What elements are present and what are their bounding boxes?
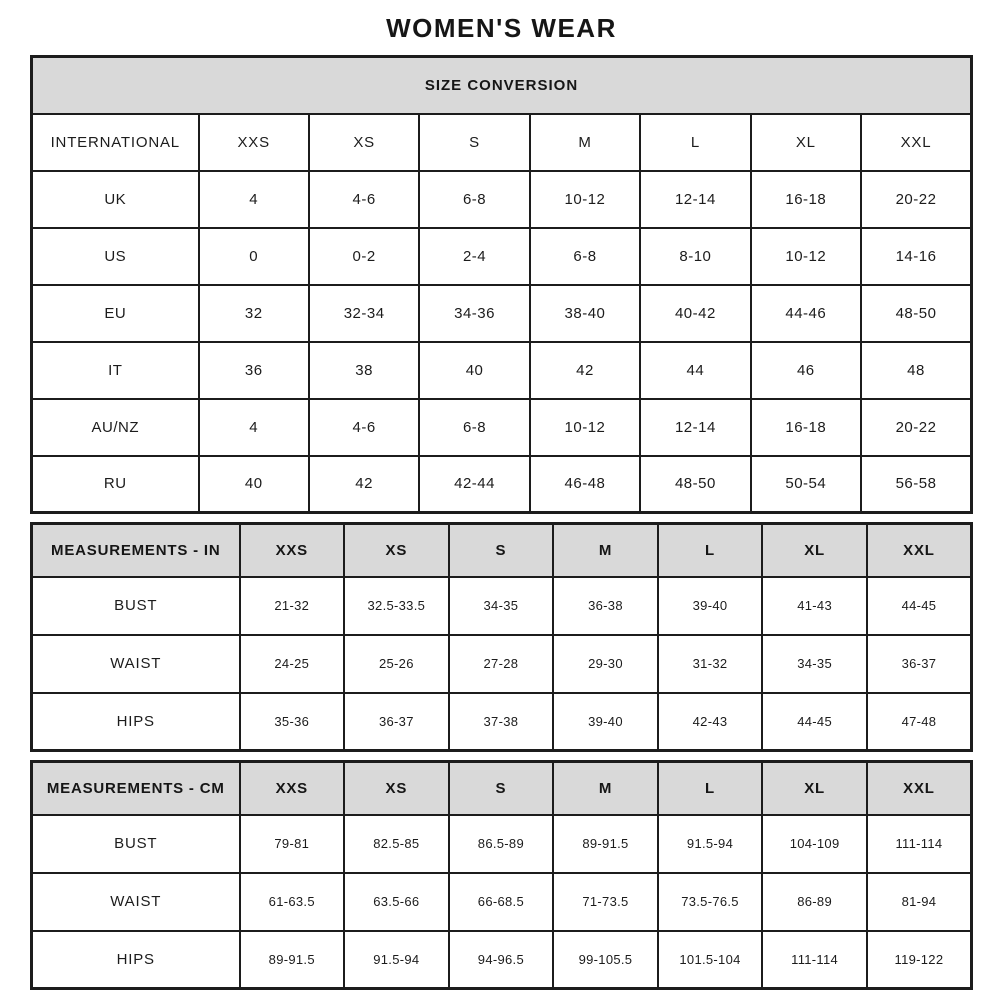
table-row bbox=[32, 285, 972, 342]
size-column-header: S bbox=[419, 114, 529, 171]
size-column-header: M bbox=[553, 762, 658, 815]
row-label: HIPS bbox=[32, 931, 240, 989]
table-row bbox=[32, 456, 972, 513]
value-cell: 32-34 bbox=[309, 285, 419, 342]
table-row bbox=[32, 815, 972, 873]
value-cell: 0-2 bbox=[309, 228, 419, 285]
value-cell: 36-38 bbox=[553, 577, 658, 635]
value-cell: 89-91.5 bbox=[240, 931, 345, 989]
value-cell: 20-22 bbox=[861, 171, 971, 228]
value-cell: 111-114 bbox=[762, 931, 867, 989]
value-cell: 73.5-76.5 bbox=[658, 873, 763, 931]
row-label: WAIST bbox=[32, 635, 240, 693]
value-cell: 24-25 bbox=[240, 635, 345, 693]
value-cell: 44-45 bbox=[762, 693, 867, 751]
row-label: AU/NZ bbox=[32, 399, 199, 456]
value-cell: 41-43 bbox=[762, 577, 867, 635]
measurements-cm-table bbox=[30, 760, 973, 990]
value-cell: 56-58 bbox=[861, 456, 971, 513]
value-cell: 46 bbox=[751, 342, 861, 399]
size-conversion-corner-header: INTERNATIONAL bbox=[32, 114, 199, 171]
size-column-header: XXS bbox=[240, 524, 345, 577]
size-column-header: XXL bbox=[861, 114, 971, 171]
value-cell: 14-16 bbox=[861, 228, 971, 285]
value-cell: 39-40 bbox=[658, 577, 763, 635]
value-cell: 27-28 bbox=[449, 635, 554, 693]
value-cell: 81-94 bbox=[867, 873, 972, 931]
table-row bbox=[32, 577, 972, 635]
value-cell: 71-73.5 bbox=[553, 873, 658, 931]
value-cell: 91.5-94 bbox=[658, 815, 763, 873]
table-row bbox=[32, 693, 972, 751]
value-cell: 12-14 bbox=[640, 171, 750, 228]
size-column-header: XXS bbox=[240, 762, 345, 815]
value-cell: 34-36 bbox=[419, 285, 529, 342]
value-cell: 39-40 bbox=[553, 693, 658, 751]
value-cell: 32 bbox=[199, 285, 309, 342]
value-cell: 48-50 bbox=[861, 285, 971, 342]
size-column-header: XL bbox=[751, 114, 861, 171]
value-cell: 0 bbox=[199, 228, 309, 285]
value-cell: 38 bbox=[309, 342, 419, 399]
value-cell: 42 bbox=[530, 342, 640, 399]
value-cell: 66-68.5 bbox=[449, 873, 554, 931]
value-cell: 91.5-94 bbox=[344, 931, 449, 989]
value-cell: 42 bbox=[309, 456, 419, 513]
value-cell: 50-54 bbox=[751, 456, 861, 513]
value-cell: 48 bbox=[861, 342, 971, 399]
value-cell: 46-48 bbox=[530, 456, 640, 513]
value-cell: 31-32 bbox=[658, 635, 763, 693]
size-column-header: S bbox=[449, 762, 554, 815]
value-cell: 61-63.5 bbox=[240, 873, 345, 931]
value-cell: 37-38 bbox=[449, 693, 554, 751]
size-conversion-banner: SIZE CONVERSION bbox=[32, 57, 972, 114]
table-row bbox=[32, 342, 972, 399]
value-cell: 20-22 bbox=[861, 399, 971, 456]
value-cell: 44 bbox=[640, 342, 750, 399]
value-cell: 4 bbox=[199, 399, 309, 456]
table-row bbox=[32, 635, 972, 693]
value-cell: 36 bbox=[199, 342, 309, 399]
row-label: EU bbox=[32, 285, 199, 342]
value-cell: 40-42 bbox=[640, 285, 750, 342]
value-cell: 32.5-33.5 bbox=[344, 577, 449, 635]
value-cell: 48-50 bbox=[640, 456, 750, 513]
size-column-header: S bbox=[449, 524, 554, 577]
value-cell: 89-91.5 bbox=[553, 815, 658, 873]
value-cell: 16-18 bbox=[751, 171, 861, 228]
table-row bbox=[32, 399, 972, 456]
value-cell: 36-37 bbox=[867, 635, 972, 693]
value-cell: 40 bbox=[419, 342, 529, 399]
row-label: UK bbox=[32, 171, 199, 228]
value-cell: 8-10 bbox=[640, 228, 750, 285]
value-cell: 104-109 bbox=[762, 815, 867, 873]
value-cell: 29-30 bbox=[553, 635, 658, 693]
table-row bbox=[32, 171, 972, 228]
banner-row bbox=[32, 57, 972, 114]
value-cell: 94-96.5 bbox=[449, 931, 554, 989]
header-row bbox=[32, 114, 972, 171]
value-cell: 42-43 bbox=[658, 693, 763, 751]
measurements-in-table bbox=[30, 522, 973, 752]
table-row bbox=[32, 931, 972, 989]
measurements-in-corner-header: MEASUREMENTS - IN bbox=[32, 524, 240, 577]
value-cell: 40 bbox=[199, 456, 309, 513]
value-cell: 44-46 bbox=[751, 285, 861, 342]
value-cell: 99-105.5 bbox=[553, 931, 658, 989]
value-cell: 86.5-89 bbox=[449, 815, 554, 873]
value-cell: 16-18 bbox=[751, 399, 861, 456]
row-label: US bbox=[32, 228, 199, 285]
page-title: WOMEN'S WEAR bbox=[386, 13, 617, 43]
value-cell: 4-6 bbox=[309, 171, 419, 228]
table-row bbox=[32, 873, 972, 931]
row-label: BUST bbox=[32, 577, 240, 635]
value-cell: 34-35 bbox=[762, 635, 867, 693]
value-cell: 25-26 bbox=[344, 635, 449, 693]
value-cell: 6-8 bbox=[530, 228, 640, 285]
value-cell: 42-44 bbox=[419, 456, 529, 513]
row-label: BUST bbox=[32, 815, 240, 873]
size-column-header: M bbox=[530, 114, 640, 171]
value-cell: 82.5-85 bbox=[344, 815, 449, 873]
row-label: HIPS bbox=[32, 693, 240, 751]
size-column-header: L bbox=[640, 114, 750, 171]
value-cell: 6-8 bbox=[419, 171, 529, 228]
size-column-header: XS bbox=[344, 524, 449, 577]
value-cell: 38-40 bbox=[530, 285, 640, 342]
value-cell: 10-12 bbox=[530, 171, 640, 228]
value-cell: 10-12 bbox=[751, 228, 861, 285]
size-column-header: XL bbox=[762, 762, 867, 815]
value-cell: 111-114 bbox=[867, 815, 972, 873]
row-label: RU bbox=[32, 456, 199, 513]
value-cell: 63.5-66 bbox=[344, 873, 449, 931]
table-row bbox=[32, 228, 972, 285]
value-cell: 10-12 bbox=[530, 399, 640, 456]
value-cell: 47-48 bbox=[867, 693, 972, 751]
size-column-header: XL bbox=[762, 524, 867, 577]
size-conversion-table bbox=[30, 55, 973, 514]
row-label: IT bbox=[32, 342, 199, 399]
value-cell: 4 bbox=[199, 171, 309, 228]
value-cell: 12-14 bbox=[640, 399, 750, 456]
value-cell: 21-32 bbox=[240, 577, 345, 635]
value-cell: 35-36 bbox=[240, 693, 345, 751]
value-cell: 4-6 bbox=[309, 399, 419, 456]
size-column-header: M bbox=[553, 524, 658, 577]
size-column-header: XS bbox=[309, 114, 419, 171]
value-cell: 34-35 bbox=[449, 577, 554, 635]
value-cell: 79-81 bbox=[240, 815, 345, 873]
size-column-header: XXL bbox=[867, 524, 972, 577]
value-cell: 101.5-104 bbox=[658, 931, 763, 989]
value-cell: 6-8 bbox=[419, 399, 529, 456]
size-column-header: L bbox=[658, 762, 763, 815]
size-column-header: L bbox=[658, 524, 763, 577]
size-column-header: XS bbox=[344, 762, 449, 815]
value-cell: 44-45 bbox=[867, 577, 972, 635]
measurements-cm-corner-header: MEASUREMENTS - CM bbox=[32, 762, 240, 815]
value-cell: 119-122 bbox=[867, 931, 972, 989]
size-column-header: XXL bbox=[867, 762, 972, 815]
header-row bbox=[32, 762, 972, 815]
header-row bbox=[32, 524, 972, 577]
value-cell: 36-37 bbox=[344, 693, 449, 751]
value-cell: 86-89 bbox=[762, 873, 867, 931]
value-cell: 2-4 bbox=[419, 228, 529, 285]
row-label: WAIST bbox=[32, 873, 240, 931]
size-column-header: XXS bbox=[199, 114, 309, 171]
